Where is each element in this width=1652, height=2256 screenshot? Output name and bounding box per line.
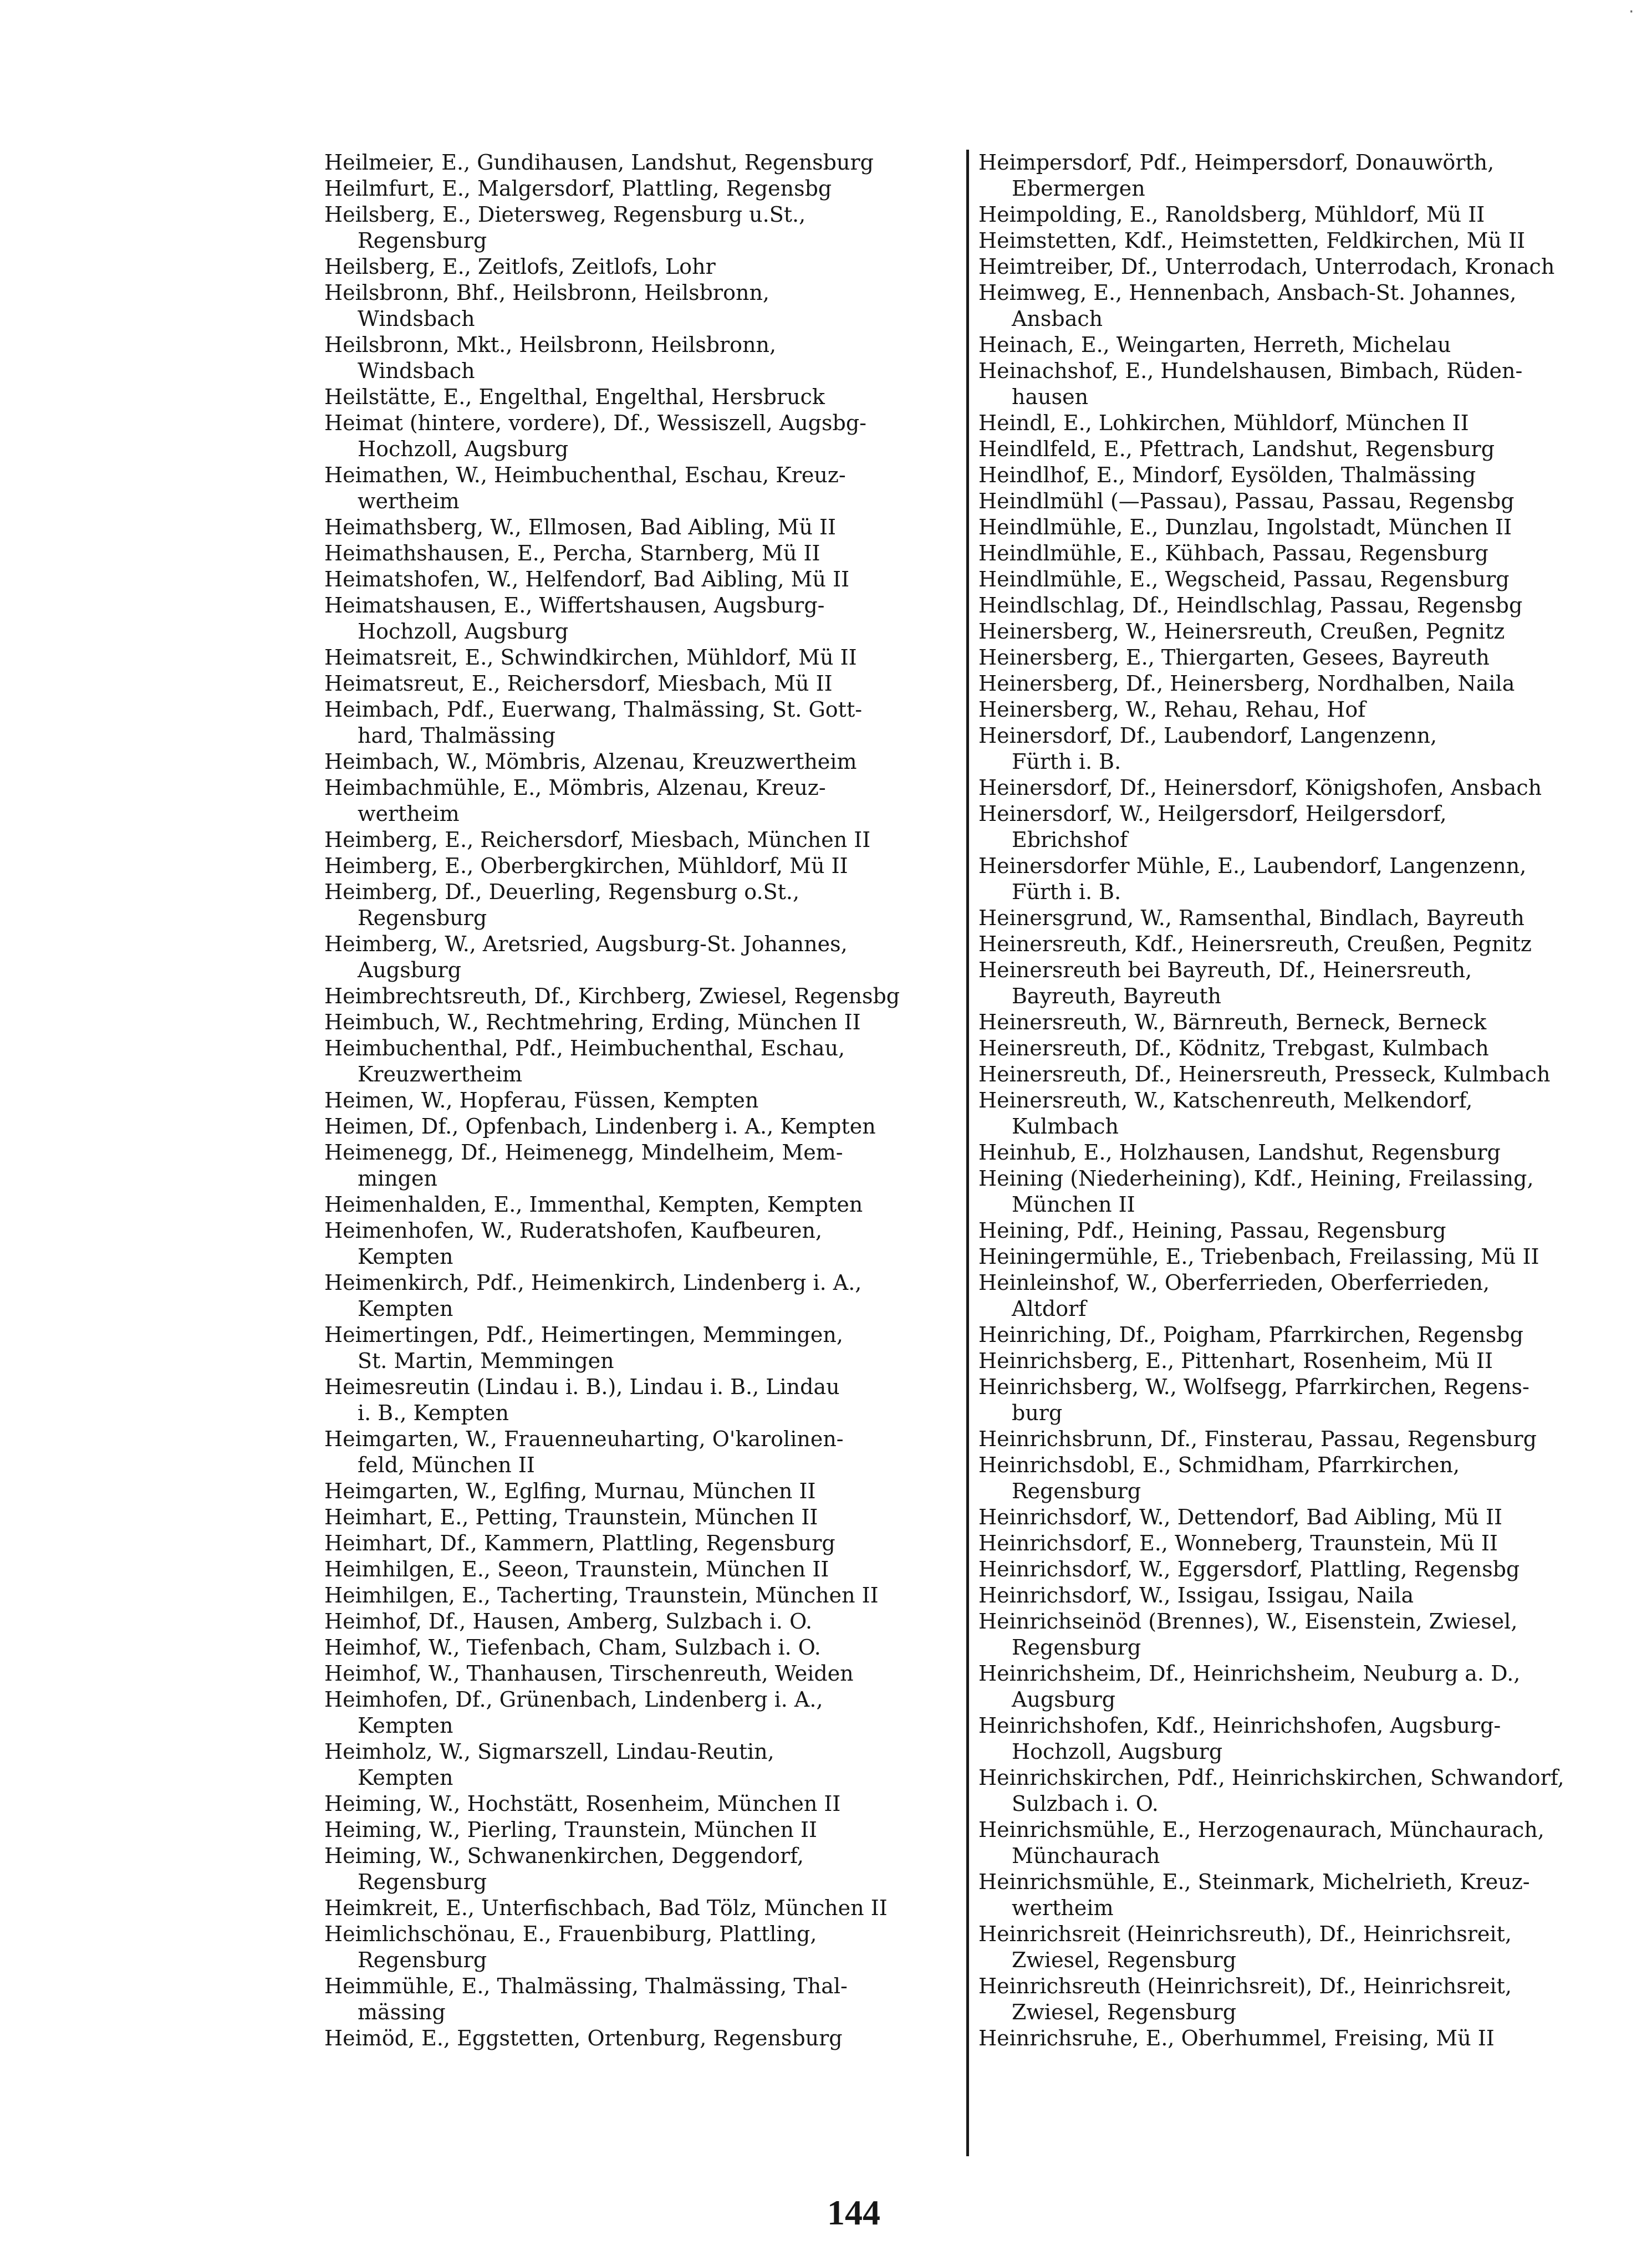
left-column: [324, 150, 962, 2051]
entry-line: Heinrichsdorf, W., Issigau, Issigau, Naila: [978, 1583, 1414, 1607]
entry-line: Heinrichshofen, Kdf., Heinrichshofen, Augsburg-: [978, 1713, 1501, 1738]
entry-line: Heimgarten, W., Frauenneuharting, O'karolinen-: [324, 1427, 844, 1451]
entry-line: Heilstätte, E., Engelthal, Engelthal, Hersbruck: [324, 385, 825, 409]
entry-continuation: Kempten: [358, 1244, 453, 1269]
column-divider: [966, 150, 969, 2156]
left-entry: [324, 1270, 962, 1322]
entry-line: Heimertingen, Pdf., Heimertingen, Memmingen,: [324, 1323, 843, 1347]
entry-continuation: Kulmbach: [1012, 1114, 1119, 1139]
entry-continuation: München II: [1012, 1192, 1135, 1217]
entry-line: Heimpersdorf, Pdf., Heimpersdorf, Donauwörth,: [978, 150, 1495, 175]
entry-line: Heimesreutin (Lindau i. B.), Lindau i. B., Lindau: [324, 1375, 840, 1399]
entry-line: Heimhilgen, E., Seeon, Traunstein, München II: [324, 1557, 829, 1581]
right-entry: [978, 1348, 1644, 1374]
entry-line: Heinrichskirchen, Pdf., Heinrichskirchen, Schwandorf,: [978, 1765, 1564, 1790]
left-entry: [324, 1009, 962, 1035]
entry-continuation: Sulzbach i. O.: [1012, 1791, 1159, 1816]
entry-continuation: Kreuzwertheim: [358, 1062, 523, 1086]
entry-continuation: Ebrichshof: [1012, 828, 1128, 852]
right-entry: [978, 1921, 1644, 1973]
entry-continuation: hard, Thalmässing: [358, 723, 556, 748]
right-entry: [978, 931, 1644, 957]
right-entry: [978, 1009, 1644, 1035]
right-entry: [978, 593, 1644, 619]
left-entry: [324, 1921, 962, 1973]
left-entry: [324, 462, 962, 514]
left-entry: [324, 254, 962, 280]
left-entry: [324, 514, 962, 540]
entry-continuation: Regensburg: [1012, 1479, 1141, 1503]
entry-line: Heinrichsbrunn, Df., Finsterau, Passau, Regensburg: [978, 1427, 1537, 1451]
right-entry: [978, 332, 1644, 358]
entry-line: Heindlhof, E., Mindorf, Eysölden, Thalmässing: [978, 463, 1476, 487]
scan-mark: ·: [1629, 2, 1634, 22]
entry-line: Heimberg, W., Aretsried, Augsburg-St. Johannes,: [324, 932, 848, 956]
left-entry: [324, 410, 962, 462]
right-entry: [978, 1452, 1644, 1504]
right-entry: [978, 1556, 1644, 1583]
right-entry: [978, 1374, 1644, 1426]
entry-line: Heinersgrund, W., Ramsenthal, Bindlach, Bayreuth: [978, 906, 1524, 930]
entry-continuation: mingen: [358, 1166, 437, 1191]
left-entry: [324, 1973, 962, 2025]
entry-continuation: burg: [1012, 1401, 1063, 1425]
entry-line: Heimbachmühle, E., Mömbris, Alzenau, Kreuz-: [324, 775, 826, 800]
right-entry: [978, 645, 1644, 671]
entry-line: Heinersreuth, W., Bärnreuth, Berneck, Berneck: [978, 1010, 1487, 1034]
entry-line: Heimberg, E., Reichersdorf, Miesbach, München II: [324, 828, 871, 852]
entry-line: Heimhilgen, E., Tacherting, Traunstein, München II: [324, 1583, 879, 1607]
left-entry: [324, 931, 962, 983]
right-entry: [978, 1061, 1644, 1088]
left-entry: [324, 593, 962, 645]
left-entry: [324, 1843, 962, 1895]
entry-continuation: St. Martin, Memmingen: [358, 1349, 614, 1373]
left-entry: [324, 645, 962, 671]
entry-continuation: Fürth i. B.: [1012, 880, 1121, 904]
left-entry: [324, 1374, 962, 1426]
entry-continuation: Hochzoll, Augsburg: [1012, 1739, 1223, 1764]
left-entry: [324, 983, 962, 1009]
entry-continuation: Regensburg: [358, 1948, 487, 1972]
entry-line: Heindlschlag, Df., Heindlschlag, Passau, Regensbg: [978, 593, 1523, 617]
left-entry: [324, 749, 962, 775]
entry-line: Heinrichsmühle, E., Herzogenaurach, Münchaurach,: [978, 1818, 1544, 1842]
entry-line: Heilmeier, E., Gundihausen, Landshut, Regensburg: [324, 150, 874, 175]
left-entry: [324, 176, 962, 202]
left-entry: [324, 879, 962, 931]
entry-line: Heimkreit, E., Unterfischbach, Bad Tölz, München II: [324, 1896, 888, 1920]
entry-line: Heinrichsdobl, E., Schmidham, Pfarrkirchen,: [978, 1453, 1460, 1477]
entry-line: Heimöd, E., Eggstetten, Ortenburg, Regensburg: [324, 2026, 843, 2050]
left-entry: [324, 280, 962, 332]
right-entry: [978, 957, 1644, 1009]
entry-line: Heimlichschönau, E., Frauenbiburg, Plattling,: [324, 1922, 817, 1946]
entry-continuation: feld, München II: [358, 1453, 535, 1477]
entry-line: Heimbuchenthal, Pdf., Heimbuchenthal, Eschau,: [324, 1036, 845, 1060]
entry-line: Heiming, W., Schwanenkirchen, Deggendorf,: [324, 1844, 804, 1868]
entry-line: Heimenhofen, W., Ruderatshofen, Kaufbeuren,: [324, 1218, 823, 1243]
entry-line: Heinersberg, W., Rehau, Rehau, Hof: [978, 697, 1366, 722]
entry-line: Heiningermühle, E., Triebenbach, Freilassing, Mü II: [978, 1244, 1539, 1269]
entry-line: Heinersdorfer Mühle, E., Laubendorf, Langenzenn,: [978, 854, 1527, 878]
entry-line: Heiming, W., Hochstätt, Rosenheim, München II: [324, 1791, 841, 1816]
entry-line: Heimenhalden, E., Immenthal, Kempten, Kempten: [324, 1192, 863, 1217]
left-entry: [324, 1114, 962, 1140]
entry-line: Heimatsreit, E., Schwindkirchen, Mühldorf, Mü II: [324, 645, 857, 670]
entry-line: Heimbach, W., Mömbris, Alzenau, Kreuzwertheim: [324, 749, 857, 774]
entry-line: Heilsberg, E., Dietersweg, Regensburg u.St.,: [324, 202, 806, 227]
right-entry: [978, 1088, 1644, 1140]
entry-continuation: Kempten: [358, 1297, 453, 1321]
right-entry: [978, 1140, 1644, 1166]
entry-continuation: Ansbach: [1012, 307, 1103, 331]
entry-line: Heimathsberg, W., Ellmosen, Bad Aibling, Mü II: [324, 515, 837, 539]
entry-continuation: wertheim: [358, 489, 460, 513]
left-entry: [324, 853, 962, 879]
entry-line: Heinrichsreit (Heinrichsreuth), Df., Heinrichsreit,: [978, 1922, 1512, 1946]
entry-line: Heilsbronn, Mkt., Heilsbronn, Heilsbronn,: [324, 333, 777, 357]
left-entry: [324, 775, 962, 827]
entry-continuation: Hochzoll, Augsburg: [358, 619, 569, 644]
entry-continuation: wertheim: [358, 802, 460, 826]
right-entry: [978, 566, 1644, 593]
entry-line: Heinersberg, E., Thiergarten, Gesees, Bayreuth: [978, 645, 1490, 670]
left-entry: [324, 1661, 962, 1687]
entry-line: Heimgarten, W., Eglfing, Murnau, München II: [324, 1479, 816, 1503]
entry-continuation: Regensburg: [1012, 1635, 1141, 1660]
entry-line: Heimberg, Df., Deuerling, Regensburg o.St.,: [324, 880, 800, 904]
entry-line: Heimat (hintere, vordere), Df., Wessiszell, Augsbg-: [324, 411, 866, 435]
entry-line: Heinrichsdorf, E., Wonneberg, Traunstein, Mü II: [978, 1531, 1498, 1555]
entry-line: Heinriching, Df., Poigham, Pfarrkirchen, Regensbg: [978, 1323, 1523, 1347]
right-entry: [978, 1218, 1644, 1244]
entry-line: Heimbach, Pdf., Euerwang, Thalmässing, St. Gott-: [324, 697, 863, 722]
left-entry: [324, 1583, 962, 1609]
left-entry: [324, 150, 962, 176]
entry-line: Heimenkirch, Pdf., Heimenkirch, Lindenberg i. A.,: [324, 1270, 862, 1295]
entry-continuation: Ebermergen: [1012, 176, 1145, 201]
right-entry: [978, 1869, 1644, 1921]
entry-continuation: hausen: [1012, 385, 1089, 409]
entry-line: Heinersreuth, Kdf., Heinersreuth, Creußen, Pegnitz: [978, 932, 1532, 956]
entry-line: Heining, Pdf., Heining, Passau, Regensburg: [978, 1218, 1446, 1243]
page-number: 144: [827, 2193, 880, 2232]
entry-continuation: Windsbach: [358, 359, 475, 383]
right-entry: [978, 202, 1644, 228]
right-entry: [978, 1765, 1644, 1817]
entry-line: Heinrichsmühle, E., Steinmark, Michelrieth, Kreuz-: [978, 1870, 1530, 1894]
entry-line: Heimatshausen, E., Wiffertshausen, Augsburg-: [324, 593, 825, 617]
left-entry: [324, 566, 962, 593]
entry-line: Heinrichsdorf, W., Eggersdorf, Plattling, Regensbg: [978, 1557, 1520, 1581]
right-entry: [978, 671, 1644, 697]
entry-line: Heimatsreut, E., Reichersdorf, Miesbach, Mü II: [324, 671, 833, 696]
entry-continuation: Hochzoll, Augsburg: [358, 437, 569, 461]
entry-line: Heimhart, E., Petting, Traunstein, München II: [324, 1505, 818, 1529]
entry-line: Heilsbronn, Bhf., Heilsbronn, Heilsbronn,: [324, 280, 769, 305]
entry-line: Heinleinshof, W., Oberferrieden, Oberferrieden,: [978, 1270, 1490, 1295]
entry-line: Heimenegg, Df., Heimenegg, Mindelheim, Mem-: [324, 1140, 843, 1165]
entry-continuation: Windsbach: [358, 307, 475, 331]
entry-line: Heinersberg, W., Heinersreuth, Creußen, Pegnitz: [978, 619, 1505, 644]
left-entry: [324, 1635, 962, 1661]
left-entry: [324, 202, 962, 254]
right-entry: [978, 1973, 1644, 2025]
right-entry: [978, 1713, 1644, 1765]
entry-line: Heimholz, W., Sigmarszell, Lindau-Reutin,: [324, 1739, 774, 1764]
entry-line: Heimhof, W., Tiefenbach, Cham, Sulzbach i. O.: [324, 1635, 821, 1660]
entry-line: Heimhofen, Df., Grünenbach, Lindenberg i. A.,: [324, 1687, 823, 1712]
right-entry: [978, 488, 1644, 514]
right-entry: [978, 853, 1644, 905]
right-entry: [978, 410, 1644, 436]
entry-line: Heimberg, E., Oberbergkirchen, Mühldorf, Mü II: [324, 854, 848, 878]
right-entry: [978, 1504, 1644, 1530]
right-entry: [978, 1244, 1644, 1270]
entry-line: Heinersberg, Df., Heinersberg, Nordhalben, Naila: [978, 671, 1515, 696]
entry-line: Heinrichsheim, Df., Heinrichsheim, Neuburg a. D.,: [978, 1661, 1521, 1686]
entry-line: Heilmfurt, E., Malgersdorf, Plattling, Regensbg: [324, 176, 832, 201]
left-entry: [324, 1035, 962, 1088]
left-entry: [324, 1556, 962, 1583]
entry-line: Heimpolding, E., Ranoldsberg, Mühldorf, Mü II: [978, 202, 1485, 227]
entry-line: Heinersreuth bei Bayreuth, Df., Heinersreuth,: [978, 958, 1472, 982]
entry-continuation: Zwiesel, Regensburg: [1012, 2000, 1237, 2024]
right-entry: [978, 462, 1644, 488]
left-entry: [324, 1322, 962, 1374]
left-entry: [324, 540, 962, 566]
right-entry: [978, 1035, 1644, 1061]
right-entry: [978, 723, 1644, 775]
entry-line: Heindlmühle, E., Kühbach, Passau, Regensburg: [978, 541, 1488, 565]
left-entry: [324, 1426, 962, 1478]
entry-line: Heinach, E., Weingarten, Herreth, Michelau: [978, 333, 1451, 357]
left-entry: [324, 1895, 962, 1921]
entry-line: Heinrichsreuth (Heinrichsreit), Df., Heinrichsreit,: [978, 1974, 1512, 1998]
entry-continuation: i. B., Kempten: [358, 1401, 509, 1425]
right-entry: [978, 1530, 1644, 1556]
right-entry: [978, 619, 1644, 645]
right-entry: [978, 1817, 1644, 1869]
right-entry: [978, 150, 1644, 202]
right-entry: [978, 1270, 1644, 1322]
left-entry: [324, 697, 962, 749]
entry-line: Heimtreiber, Df., Unterrodach, Unterrodach, Kronach: [978, 254, 1555, 279]
entry-line: Heimathshausen, E., Percha, Starnberg, Mü II: [324, 541, 820, 565]
entry-line: Heimweg, E., Hennenbach, Ansbach-St. Johannes,: [978, 280, 1517, 305]
right-entry: [978, 1426, 1644, 1452]
left-entry: [324, 1218, 962, 1270]
right-entry: [978, 228, 1644, 254]
left-entry: [324, 671, 962, 697]
right-entry: [978, 801, 1644, 853]
entry-continuation: Münchaurach: [1012, 1844, 1160, 1868]
entry-line: Heinhub, E., Holzhausen, Landshut, Regensburg: [978, 1140, 1501, 1165]
entry-line: Heinersdorf, Df., Laubendorf, Langenzenn,: [978, 723, 1437, 748]
left-entry: [324, 332, 962, 384]
entry-line: Heimhart, Df., Kammern, Plattling, Regensburg: [324, 1531, 835, 1555]
entry-line: Heinachshof, E., Hundelshausen, Bimbach, Rüden-: [978, 359, 1523, 383]
entry-line: Heinersdorf, W., Heilgersdorf, Heilgersdorf,: [978, 802, 1447, 826]
entry-continuation: wertheim: [1012, 1896, 1114, 1920]
entry-line: Heinersreuth, W., Katschenreuth, Melkendorf,: [978, 1088, 1473, 1112]
left-entry: [324, 1530, 962, 1556]
left-entry: [324, 827, 962, 853]
entry-line: Heindlfeld, E., Pfettrach, Landshut, Regensburg: [978, 437, 1495, 461]
left-entry: [324, 384, 962, 410]
entry-line: Heimathen, W., Heimbuchenthal, Eschau, Kreuz-: [324, 463, 846, 487]
entry-line: Heimatshofen, W., Helfendorf, Bad Aibling, Mü II: [324, 567, 850, 591]
entry-continuation: Altdorf: [1012, 1297, 1087, 1321]
left-entry: [324, 1504, 962, 1530]
right-entry: [978, 436, 1644, 462]
entry-line: Heinrichsdorf, W., Dettendorf, Bad Aibling, Mü II: [978, 1505, 1503, 1529]
entry-line: Heinrichsberg, E., Pittenhart, Rosenheim, Mü II: [978, 1349, 1493, 1373]
right-entry: [978, 775, 1644, 801]
entry-line: Heinrichseinöd (Brennes), W., Eisenstein, Zwiesel,: [978, 1609, 1518, 1634]
right-entry: [978, 254, 1644, 280]
entry-line: Heimbuch, W., Rechtmehring, Erding, München II: [324, 1010, 861, 1034]
left-entry: [324, 1791, 962, 1817]
right-entry: [978, 1661, 1644, 1713]
entry-line: Heindlmühle, E., Dunzlau, Ingolstadt, München II: [978, 515, 1512, 539]
entry-line: Heining (Niederheining), Kdf., Heining, Freilassing,: [978, 1166, 1534, 1191]
entry-continuation: Regensburg: [358, 906, 487, 930]
left-entry: [324, 1687, 962, 1739]
left-entry: [324, 1192, 962, 1218]
entry-line: Heinrichsberg, W., Wolfsegg, Pfarrkirchen, Regens-: [978, 1375, 1529, 1399]
left-entry: [324, 1478, 962, 1504]
entry-continuation: Augsburg: [358, 958, 462, 982]
entry-continuation: mässing: [358, 2000, 446, 2024]
entry-line: Heimbrechtsreuth, Df., Kirchberg, Zwiesel, Regensbg: [324, 984, 900, 1008]
entry-line: Heinersreuth, Df., Heinersreuth, Presseck, Kulmbach: [978, 1062, 1551, 1086]
left-entry: [324, 1140, 962, 1192]
left-entry: [324, 1817, 962, 1843]
left-entry: [324, 2025, 962, 2051]
entry-line: Heimmühle, E., Thalmässing, Thalmässing, Thal-: [324, 1974, 848, 1998]
right-entry: [978, 540, 1644, 566]
right-entry: [978, 1166, 1644, 1218]
left-entry: [324, 1088, 962, 1114]
entry-line: Heimhof, Df., Hausen, Amberg, Sulzbach i. O.: [324, 1609, 813, 1634]
left-entry: [324, 1739, 962, 1791]
right-entry: [978, 1583, 1644, 1609]
right-entry: [978, 905, 1644, 931]
right-entry: [978, 1322, 1644, 1348]
entry-line: Heimhof, W., Thanhausen, Tirschenreuth, Weiden: [324, 1661, 854, 1686]
entry-line: Heinersreuth, Df., Ködnitz, Trebgast, Kulmbach: [978, 1036, 1489, 1060]
entry-continuation: Fürth i. B.: [1012, 749, 1121, 774]
right-entry: [978, 2025, 1644, 2051]
entry-line: Heindlmühle, E., Wegscheid, Passau, Regensburg: [978, 567, 1510, 591]
entry-line: Heilsberg, E., Zeitlofs, Zeitlofs, Lohr: [324, 254, 716, 279]
entry-line: Heinersdorf, Df., Heinersdorf, Königshofen, Ansbach: [978, 775, 1542, 800]
entry-continuation: Regensburg: [358, 1870, 487, 1894]
right-entry: [978, 697, 1644, 723]
entry-line: Heimen, W., Hopferau, Füssen, Kempten: [324, 1088, 759, 1112]
entry-continuation: Kempten: [358, 1713, 453, 1738]
entry-continuation: Zwiesel, Regensburg: [1012, 1948, 1237, 1972]
left-entry: [324, 1609, 962, 1635]
right-entry: [978, 1609, 1644, 1661]
entry-continuation: Regensburg: [358, 228, 487, 253]
entry-line: Heimstetten, Kdf., Heimstetten, Feldkirchen, Mü II: [978, 228, 1526, 253]
entry-continuation: Kempten: [358, 1765, 453, 1790]
right-entry: [978, 358, 1644, 410]
right-entry: [978, 280, 1644, 332]
entry-line: Heindl, E., Lohkirchen, Mühldorf, München II: [978, 411, 1469, 435]
entry-line: Heinrichsruhe, E., Oberhummel, Freising, Mü II: [978, 2026, 1495, 2050]
right-entry: [978, 514, 1644, 540]
entry-continuation: Bayreuth, Bayreuth: [1012, 984, 1221, 1008]
entry-line: Heimen, Df., Opfenbach, Lindenberg i. A., Kempten: [324, 1114, 876, 1139]
right-column: [978, 150, 1644, 2051]
entry-line: Heindlmühl (—Passau), Passau, Passau, Regensbg: [978, 489, 1515, 513]
entry-line: Heiming, W., Pierling, Traunstein, München II: [324, 1818, 818, 1842]
entry-continuation: Augsburg: [1012, 1687, 1116, 1712]
